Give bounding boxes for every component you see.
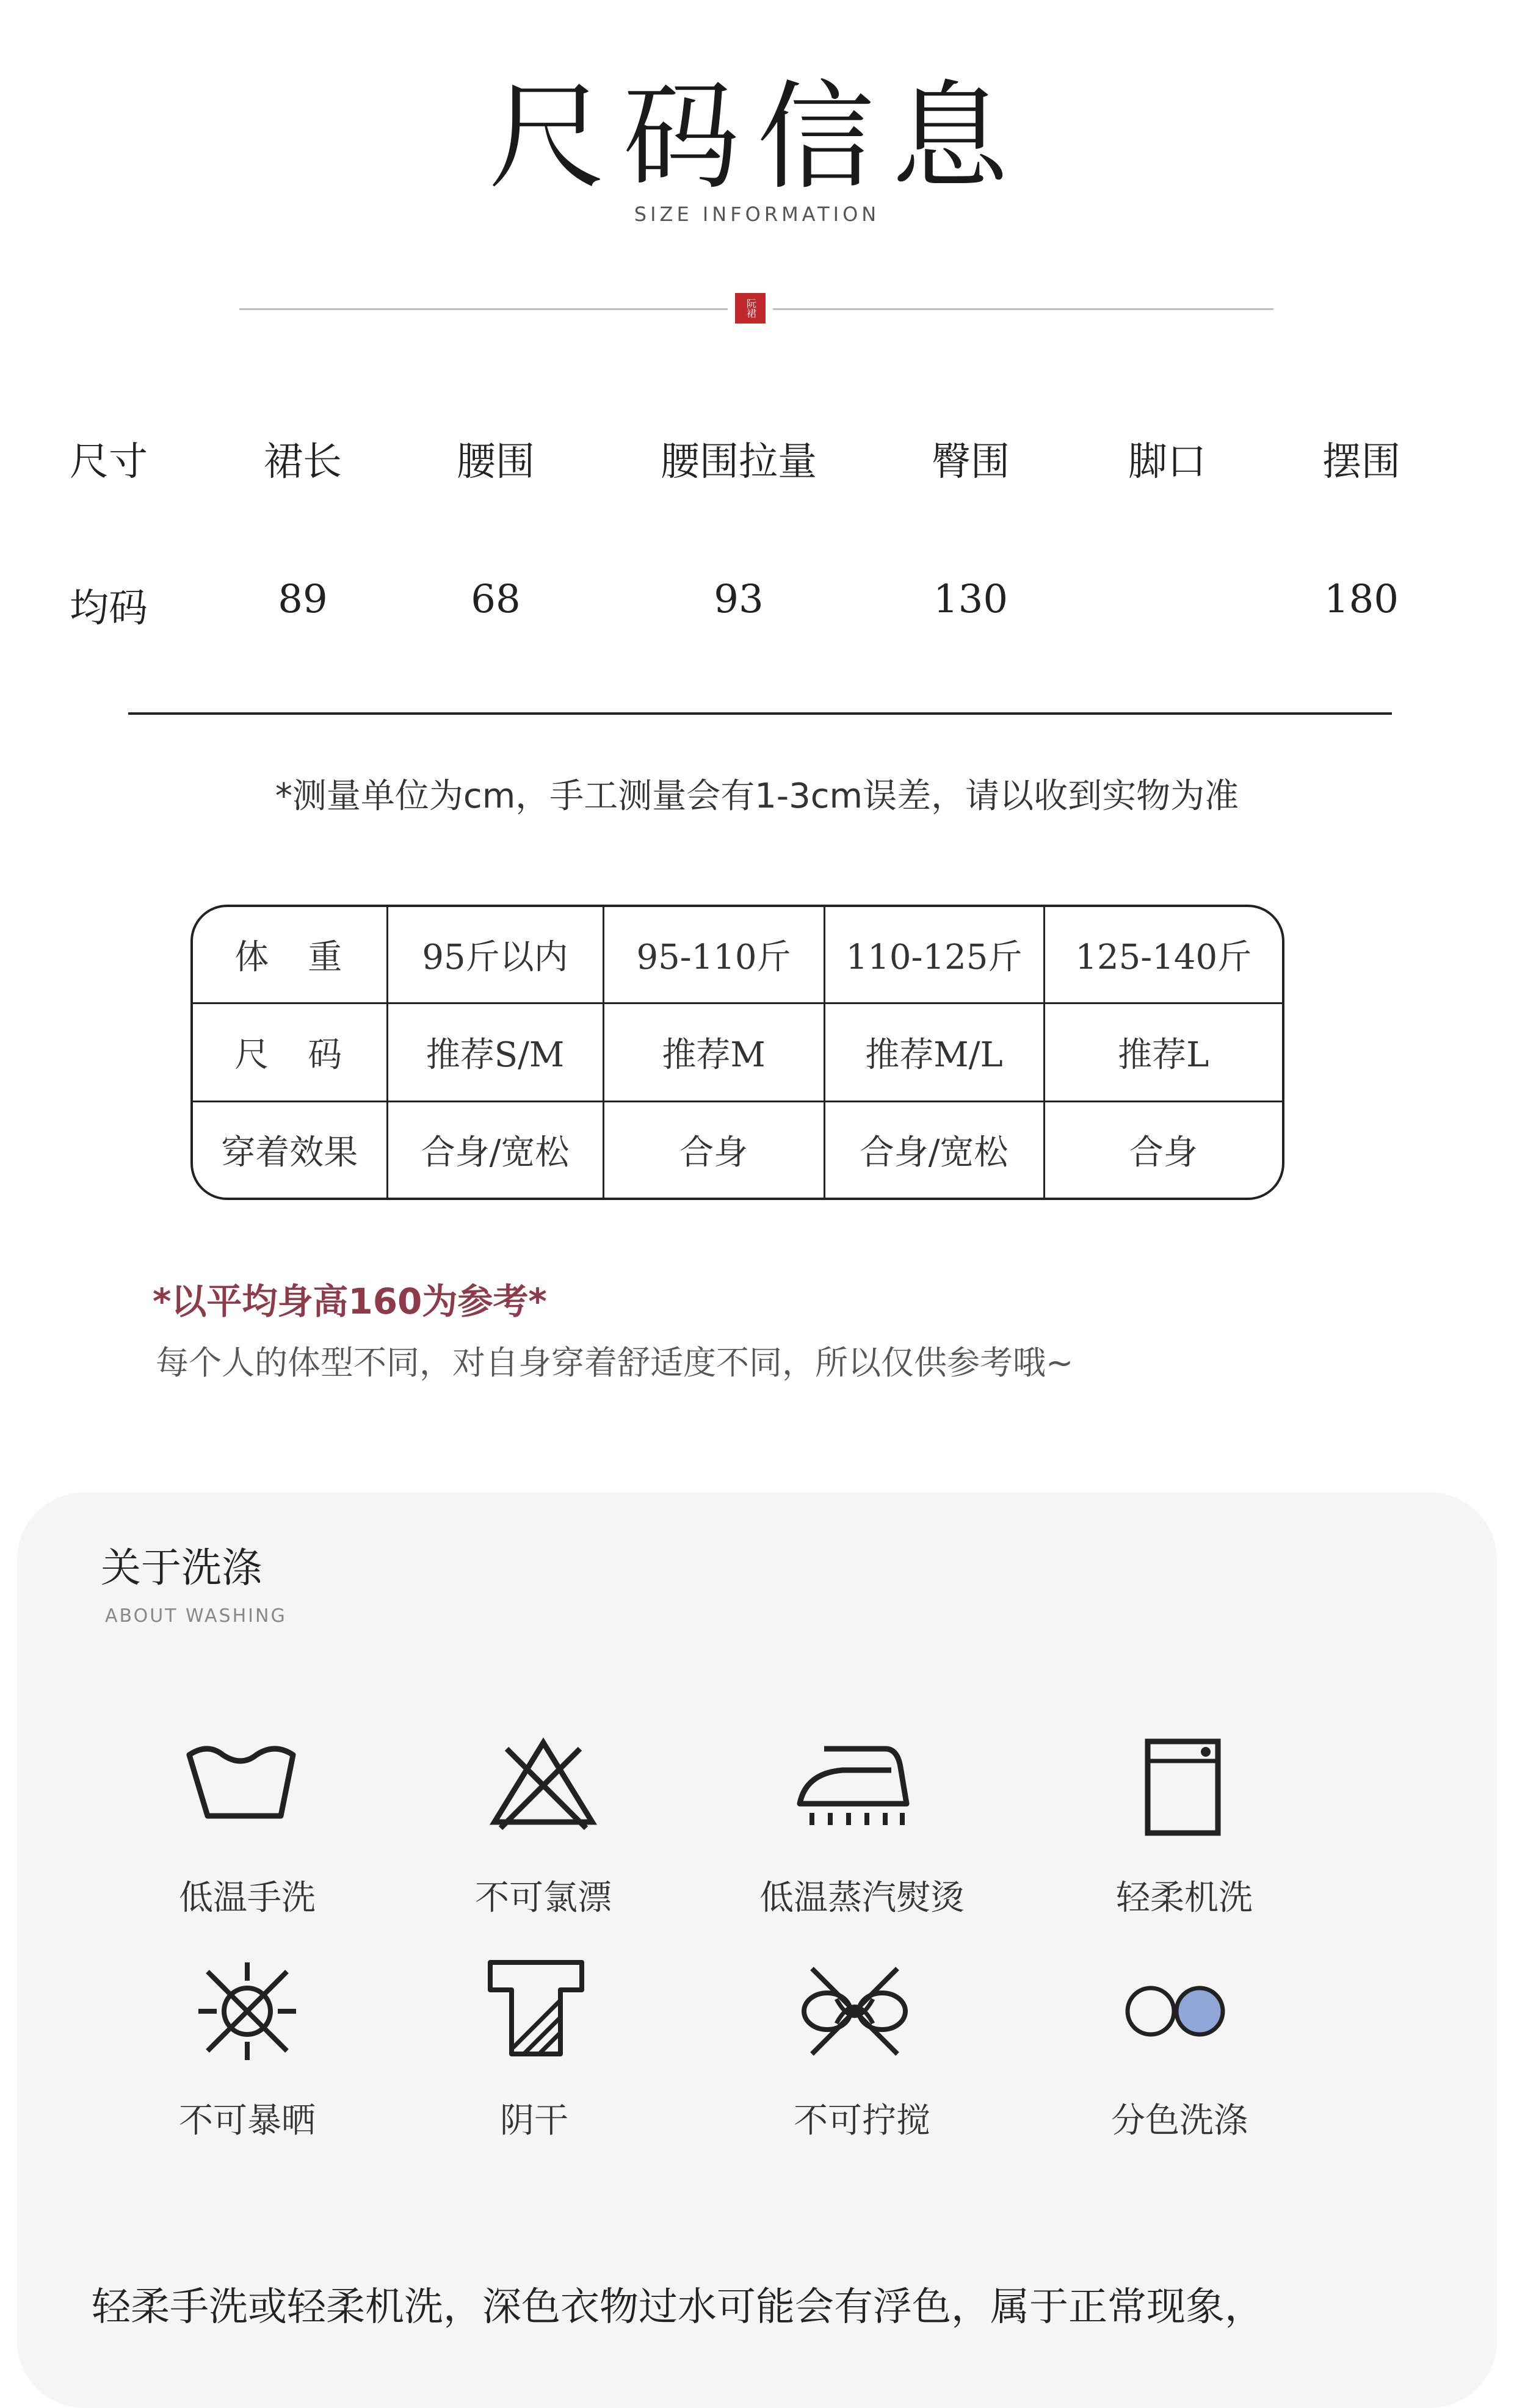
table-cell: 合身/宽松 <box>824 1101 1044 1198</box>
steam-iron-label: 低温蒸汽熨烫 <box>759 1878 965 1918</box>
size-value-hip: 130 <box>933 577 1009 622</box>
table-cell: 合身 <box>603 1101 824 1198</box>
washing-card <box>17 1492 1497 2408</box>
measure-note: *测量单位为cm，手工测量会有1-3cm误差，请以收到实物为准 <box>275 776 1239 816</box>
shade-dry-label: 阴干 <box>500 2101 568 2141</box>
no-wring-label: 不可拧搅 <box>794 2101 930 2141</box>
size-header-size: 尺寸 <box>70 439 148 485</box>
height-reference: *以平均身高160为参考* <box>153 1281 547 1322</box>
size-header-waist-stretch: 腰围拉量 <box>661 439 817 485</box>
size-value-waist: 68 <box>471 577 521 622</box>
size-value-hem-width: 180 <box>1324 577 1399 622</box>
no-sun-icon <box>186 1959 308 2063</box>
divider-left <box>239 308 728 310</box>
separate-color-label: 分色洗涤 <box>1111 2101 1248 2141</box>
size-header-length: 裙长 <box>264 439 342 485</box>
table-cell: 110-125斤 <box>824 907 1044 1003</box>
machine-wash-label: 轻柔机洗 <box>1116 1878 1253 1918</box>
table-cell: 合身 <box>1129 1132 1198 1173</box>
fit-disclaimer: 每个人的体型不同，对自身穿着舒适度不同，所以仅供参考哦~ <box>156 1343 1074 1382</box>
table-cell: 125-140斤 <box>1044 907 1282 1003</box>
no-wring-icon <box>794 1959 916 2063</box>
no-bleach-icon <box>482 1730 604 1834</box>
size-value-waist-stretch: 93 <box>714 577 764 622</box>
fit-label: 穿着效果 <box>193 1101 387 1198</box>
no-bleach-label: 不可氯漂 <box>475 1878 612 1918</box>
table-divider <box>128 712 1392 715</box>
washing-subtitle: ABOUT WASHING <box>105 1605 287 1627</box>
table-row <box>193 1101 1282 1198</box>
hand-wash-label: 低温手洗 <box>179 1878 316 1918</box>
size-value-length: 89 <box>278 577 328 622</box>
table-row <box>193 907 1282 1003</box>
washing-instructions: 轻柔手洗或轻柔机洗，深色衣物过水可能会有浮色，属于正常现象， <box>92 2285 1264 2330</box>
size-header-waist: 腰围 <box>457 439 535 485</box>
hand-wash-icon <box>183 1730 305 1834</box>
size-header-hem-width: 摆围 <box>1322 439 1400 485</box>
size-row-label: 均码 <box>70 586 148 631</box>
table-cell: 推荐M <box>603 1003 824 1102</box>
size-label: 尺 码 <box>193 1003 387 1102</box>
washing-title: 关于洗涤 <box>101 1544 262 1591</box>
separate-color-icon <box>1117 1959 1239 2063</box>
page-subtitle: SIZE INFORMATION <box>634 203 880 226</box>
table-row <box>193 1003 1282 1102</box>
no-sun-label: 不可暴晒 <box>179 2101 316 2141</box>
machine-wash-icon <box>1120 1737 1242 1840</box>
shade-dry-icon <box>475 1956 597 2060</box>
size-header-hem-opening: 脚口 <box>1128 439 1206 485</box>
recommend-table <box>190 905 1284 1200</box>
steam-iron-icon <box>794 1730 916 1834</box>
divider-right <box>773 308 1273 310</box>
table-cell: 推荐M/L <box>824 1003 1044 1102</box>
size-header-hip: 臀围 <box>932 439 1010 485</box>
brand-seal: 阮裙 <box>735 293 766 324</box>
table-cell: 合身/宽松 <box>387 1101 603 1198</box>
page-title: 尺码信息 <box>488 70 1026 206</box>
table-cell: 推荐L <box>1044 1003 1282 1102</box>
table-cell: 95斤以内 <box>387 907 603 1003</box>
table-cell: 推荐S/M <box>387 1003 603 1102</box>
table-cell: 95-110斤 <box>603 907 824 1003</box>
weight-label: 体 重 <box>193 907 387 1003</box>
